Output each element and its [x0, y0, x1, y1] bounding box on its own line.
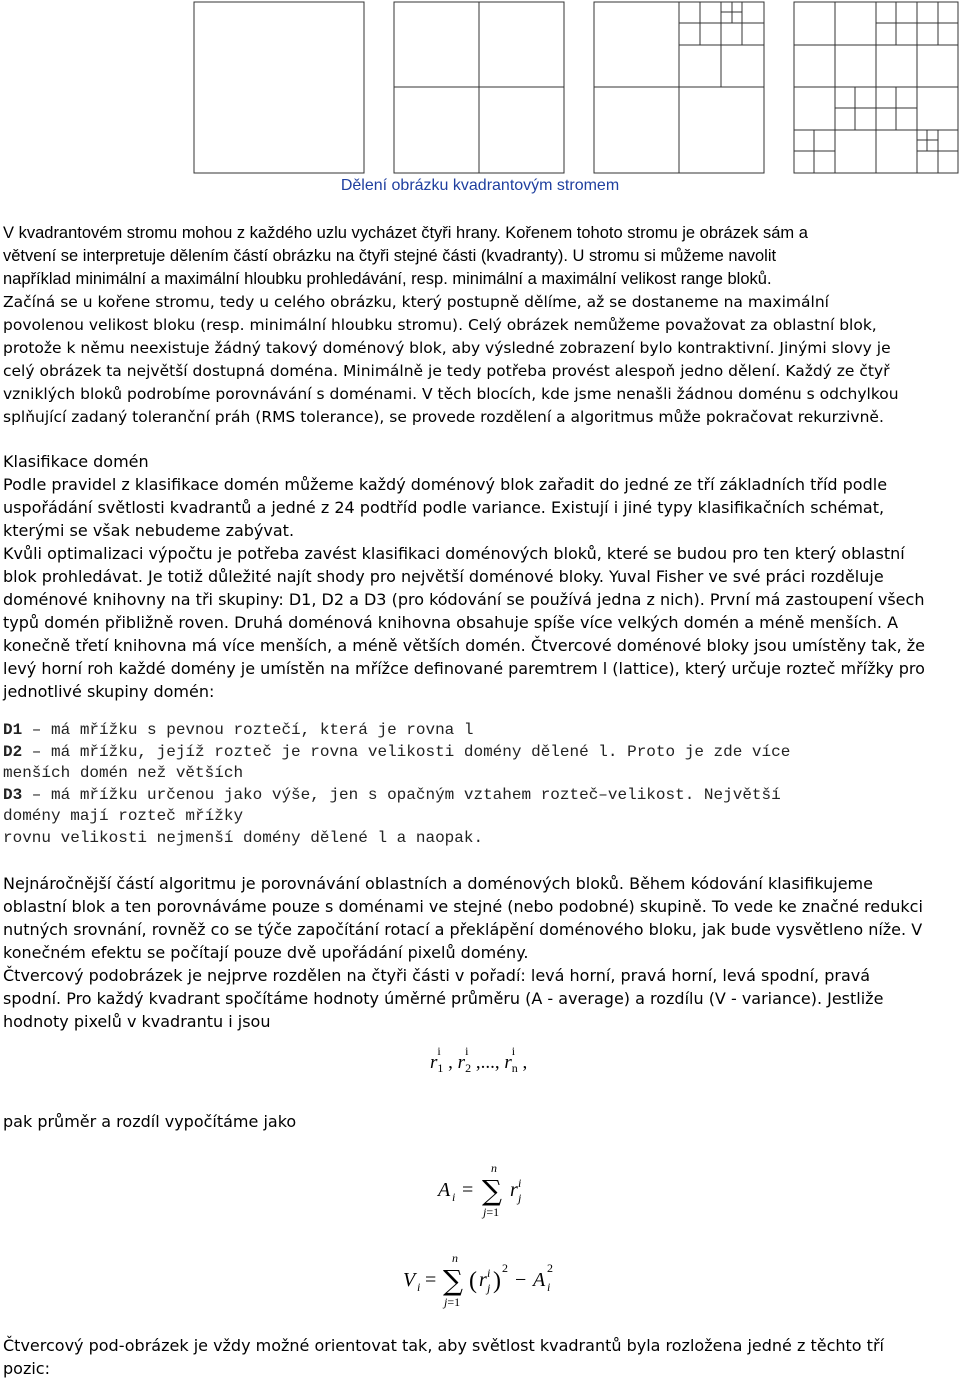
- group-d3: [3, 785, 958, 807]
- svg-text:): ): [493, 1268, 501, 1294]
- svg-text:r: r: [510, 1179, 518, 1201]
- compare-line: Čtvercový podobrázek je nejprve rozdělen na čtyři části v pořadí: levá horní, pravá horní, levá spodní, pravá: [3, 966, 871, 985]
- svg-text:A: A: [438, 1179, 451, 1201]
- group-d1: [3, 720, 958, 742]
- intro-line: V kvadrantovém stromu mohou z každého uzlu vycházet čtyři hrany. Kořenem tohoto stromu je obrázek sám a: [3, 224, 808, 242]
- svg-text:n: n: [491, 1161, 497, 1175]
- section-line: kterými se však nebudeme zabývat.: [3, 521, 295, 540]
- group-text: menších domén než větších: [3, 764, 244, 782]
- section-line: konečně třetí knihovna má více menších, a méně větších domén. Čtvercové doménové bloky jsou umístěny tak, že: [3, 636, 925, 655]
- then-text: pak průměr a rozdíl vypočítáme jako: [3, 1112, 297, 1131]
- group-text: – má mřížku určenou jako výše, jen s opačným vztahem rozteč–velikost. Největší: [22, 785, 781, 804]
- svg-text:−: −: [515, 1269, 527, 1291]
- svg-text:(: (: [469, 1268, 477, 1294]
- compare-line: oblastní blok a ten porovnáváme pouze s doménami ve stejné (nebo podobné) skupině. To vede ke značné redukci: [3, 897, 923, 916]
- group-key: D3: [3, 785, 23, 804]
- section-line: doménové knihovny na tři skupiny: D1, D2 a D3 (pro kódování se používá jedna z nich). První má zastoupení všech: [3, 590, 925, 609]
- group-text: domény mají rozteč mřížky: [3, 807, 244, 825]
- formula-text: $r_1$ i , $r_2$ i ,..., $r_n$ i ,: [430, 1044, 528, 1075]
- svg-text:j: j: [518, 1191, 522, 1205]
- group-text: – má mřížku s pevnou roztečí, která je rovna l: [22, 721, 474, 739]
- svg-text:j: j: [487, 1281, 491, 1295]
- compare-line: Nejnáročnější částí algoritmu je porovnávání oblastních a doménových bloků. Během kódování klasifikujeme: [3, 874, 873, 893]
- compare-line: spodní. Pro každý kvadrant spočítáme hodnoty úměrné průměru (A - average) a rozdílu (V - variance). Jestliže: [3, 989, 884, 1008]
- svg-text:i: i: [518, 1176, 522, 1190]
- svg-text:i: i: [452, 1190, 456, 1204]
- intro-line: protože k němu neexistuje žádný takový doménový blok, aby výsledné zobrazení bylo kontraktivní. Jinými slovy je: [3, 339, 891, 357]
- compare-line: nutných srovnání, rovněž co se týče započítání rotací a překlápění doménového bloku, jak bude vysvětleno níže. V: [3, 920, 923, 939]
- svg-text:j=1: j=1: [483, 1205, 500, 1219]
- closing-paragraph: [3, 1334, 958, 1380]
- svg-text:n: n: [452, 1251, 458, 1265]
- section-line: levý horní roh každé domény je umístěn na mřížce definované paremtrem l (lattice), který určuje rozteč mřížky pro: [3, 659, 925, 678]
- intro-line: větvení se interpretuje dělením částí obrázku na čtyři stejné části (kvadranty). U stromu si můžeme navolit: [3, 247, 777, 265]
- svg-text:V: V: [403, 1269, 416, 1291]
- group-key: D2: [3, 742, 23, 761]
- classification-section: [3, 450, 958, 703]
- formula-average: [430, 1160, 550, 1220]
- domain-groups-list: [3, 720, 958, 849]
- section-line: uspořádání světlosti kvadrantů a jedné z 24 podtříd podle variance. Existují i jiné typy klasifikačních schémat,: [3, 498, 885, 517]
- svg-text:i: i: [547, 1280, 551, 1294]
- comparison-paragraph: [3, 872, 958, 1033]
- svg-text:2: 2: [547, 1261, 553, 1275]
- section-line: Podle pravidel z klasifikace domén můžeme každý doménový blok zařadit do jedné ze tří základních tříd podle: [3, 475, 888, 494]
- svg-text:j=1: j=1: [444, 1295, 461, 1309]
- svg-text:r: r: [479, 1269, 487, 1291]
- quadtree-figure: [0, 0, 960, 175]
- intro-line: splňující zadaný toleranční práh (RMS tolerance), se provede rozdělení a algoritmus může pokračovat rekurzivně.: [3, 408, 884, 426]
- quadtree-panel-1: [194, 2, 364, 173]
- svg-text:∑: ∑: [482, 1174, 502, 1207]
- intro-line: Začíná se u kořene stromu, tedy u celého obrázku, který postupně dělíme, až se dostaneme na maximální: [3, 293, 829, 311]
- svg-text:i: i: [487, 1266, 491, 1280]
- svg-text:2: 2: [502, 1261, 508, 1275]
- formula-variance: [395, 1250, 570, 1312]
- intro-line: celý obrázek ta největší dostupná doména. Minimálně je tedy potřeba provést alespoň jedno dělení. Každý ze čtyř: [3, 362, 890, 380]
- section-line: jednotlivé skupiny domén:: [3, 682, 215, 701]
- section-heading: Klasifikace domén: [3, 452, 149, 471]
- compare-line: konečném efektu se počítají pouze dvě upořádání pixelů domény.: [3, 943, 529, 962]
- svg-text:=: =: [462, 1179, 474, 1201]
- svg-text:∑: ∑: [443, 1264, 463, 1297]
- section-line: blok prohledávat. Je totiž důležité najít shody pro největší doménové bloky. Yuval Fisher ve své práci rozděluje: [3, 567, 884, 586]
- section-line: Kvůli optimalizaci výpočtu je potřeba zavést klasifikaci doménových bloků, které se budou pro ten který oblastní: [3, 544, 905, 563]
- formula-sequence: [430, 1044, 528, 1076]
- group-text: – má mřížku, jejíž rozteč je rovna velikosti domény dělené l. Proto je zde více: [22, 742, 791, 761]
- closing-line: pozic:: [3, 1359, 50, 1378]
- intro-line: například minimální a maximální hloubku prohledávání, resp. minimální a maximální velikost range bloků.: [3, 270, 772, 288]
- intro-paragraph: [3, 222, 958, 429]
- intro-line: povolenou velikost bloku (resp. minimální hloubku stromu). Celý obrázek nemůžeme považovat za oblastní blok,: [3, 316, 877, 334]
- closing-line: Čtvercový pod-obrázek je vždy možné orientovat tak, aby světlost kvadrantů byla rozložena jedné z těchto tří: [3, 1336, 884, 1355]
- svg-text:i: i: [417, 1280, 421, 1294]
- compare-line: hodnoty pixelů v kvadrantu i jsou: [3, 1012, 271, 1031]
- group-d2: [3, 742, 958, 764]
- section-line: typů domén přibližně roven. Druhá doménová knihovna obsahuje spíše více velkých domén a méně menších. A: [3, 613, 899, 632]
- group-key: D1: [3, 721, 23, 739]
- figure-caption: Dělení obrázku kvadrantovým stromem: [340, 177, 620, 194]
- svg-text:A: A: [533, 1269, 546, 1291]
- intro-line: vzniklých bloků podrobíme porovnávání s doménami. V těch blocích, kde jsme nenašli žádnou doménu s odchylkou: [3, 385, 899, 403]
- group-text: rovnu velikosti nejmenší domény dělené l a naopak.: [3, 828, 484, 847]
- svg-text:=: =: [425, 1269, 437, 1291]
